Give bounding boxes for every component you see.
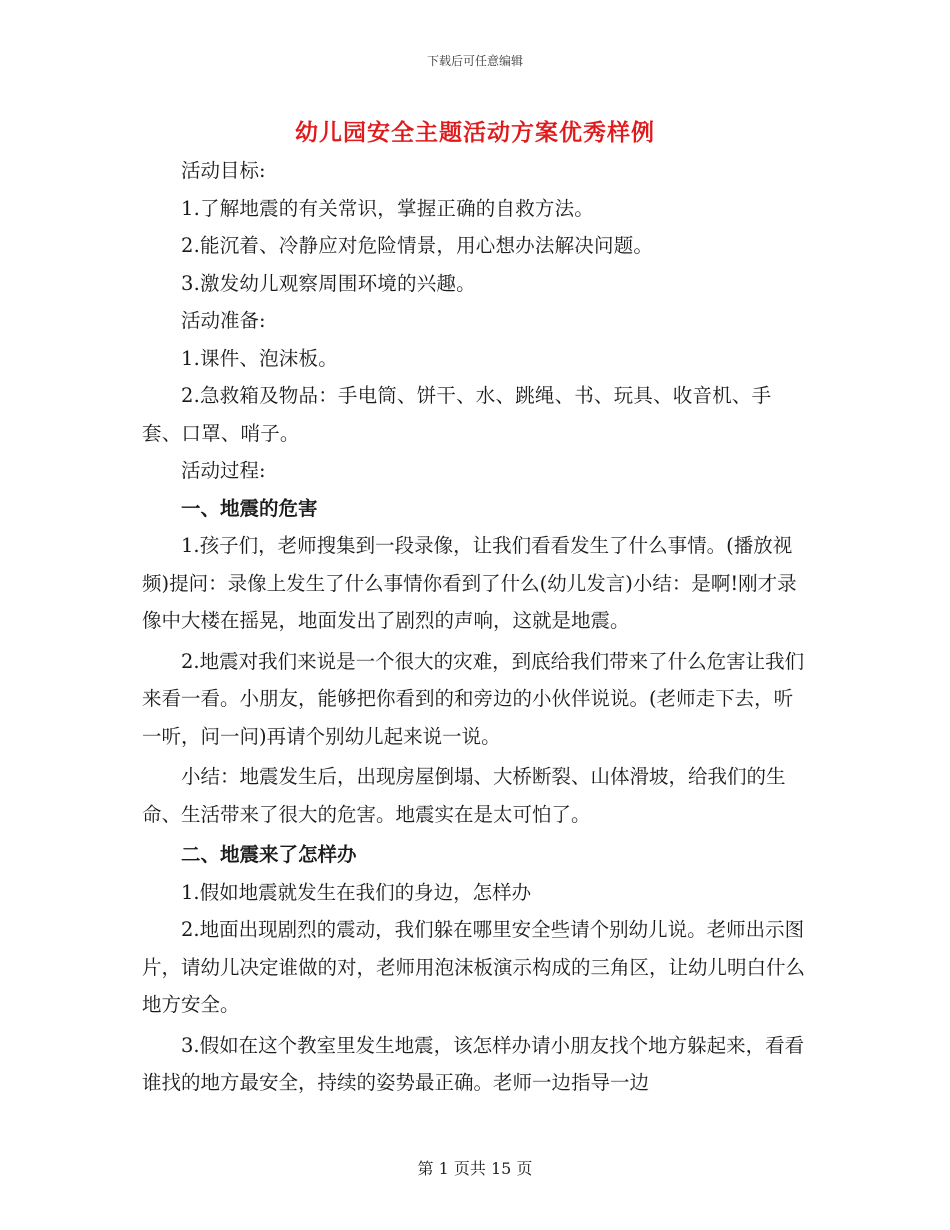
goal-item: 3.激发幼儿观察周围环境的兴趣。	[181, 271, 476, 295]
document-title: 幼儿园安全主题活动方案优秀样例	[295, 119, 655, 146]
document-body	[142, 152, 808, 1102]
page-footer: 第 1 页共 15 页	[417, 1159, 533, 1178]
section-label-goals: 活动目标:	[181, 159, 266, 182]
body-paragraph: 2.地面出现剧烈的震动，我们躲在哪里安全些请个别幼儿说。老师出示图片，请幼儿决定谁做的对，老师用泡沫板演示构成的三角区，让幼儿明白什么地方安全。	[142, 918, 806, 1016]
body-paragraph: 3.假如在这个教室里发生地震，该怎样办请小朋友找个地方躲起来，看看谁找的地方最安全，持续的姿势最正确。老师一边指导一边	[142, 1033, 805, 1094]
goal-item: 1.了解地震的有关常识，掌握正确的自救方法。	[181, 196, 595, 220]
preparation-item: 1.课件、泡沫板。	[181, 346, 338, 370]
section-heading: 二、地震来了怎样办	[181, 843, 357, 866]
body-paragraph: 2.地震对我们来说是一个很大的灾难，到底给我们带来了什么危害让我们来看一看。小朋友，能够把你看到的和旁边的小伙伴说说。(老师走下去，听一听，问一问)再请个别幼儿起来说一说。	[142, 649, 805, 748]
header-note: 下载后可任意编辑	[426, 54, 523, 68]
section-heading: 一、地震的危害	[181, 496, 318, 520]
preparation-item: 2.急救箱及物品：手电筒、饼干、水、跳绳、书、玩具、收音机、手套、口罩、哨子。	[142, 384, 772, 445]
body-paragraph: 1.孩子们，老师搜集到一段录像，让我们看看发生了什么事情。(播放视频)提问：录像上发生了什么事情你看到了什么(幼儿发言)小结：是啊!刚才录像中大楼在摇晃，地面发出了剧烈的声响，这就是地震。	[142, 534, 797, 632]
section-label-process: 活动过程:	[181, 459, 266, 482]
section-label-preparation: 活动准备:	[181, 309, 266, 332]
goal-item: 2.能沉着、冷静应对危险情景，用心想办法解决问题。	[181, 234, 654, 257]
body-paragraph: 1.假如地震就发生在我们的身边，怎样办	[181, 880, 532, 904]
summary-paragraph: 小结：地震发生后，出现房屋倒塌、大桥断裂、山体滑坡，给我们的生命、生活带来了很大的危害。地震实在是太可怕了。	[142, 765, 786, 826]
